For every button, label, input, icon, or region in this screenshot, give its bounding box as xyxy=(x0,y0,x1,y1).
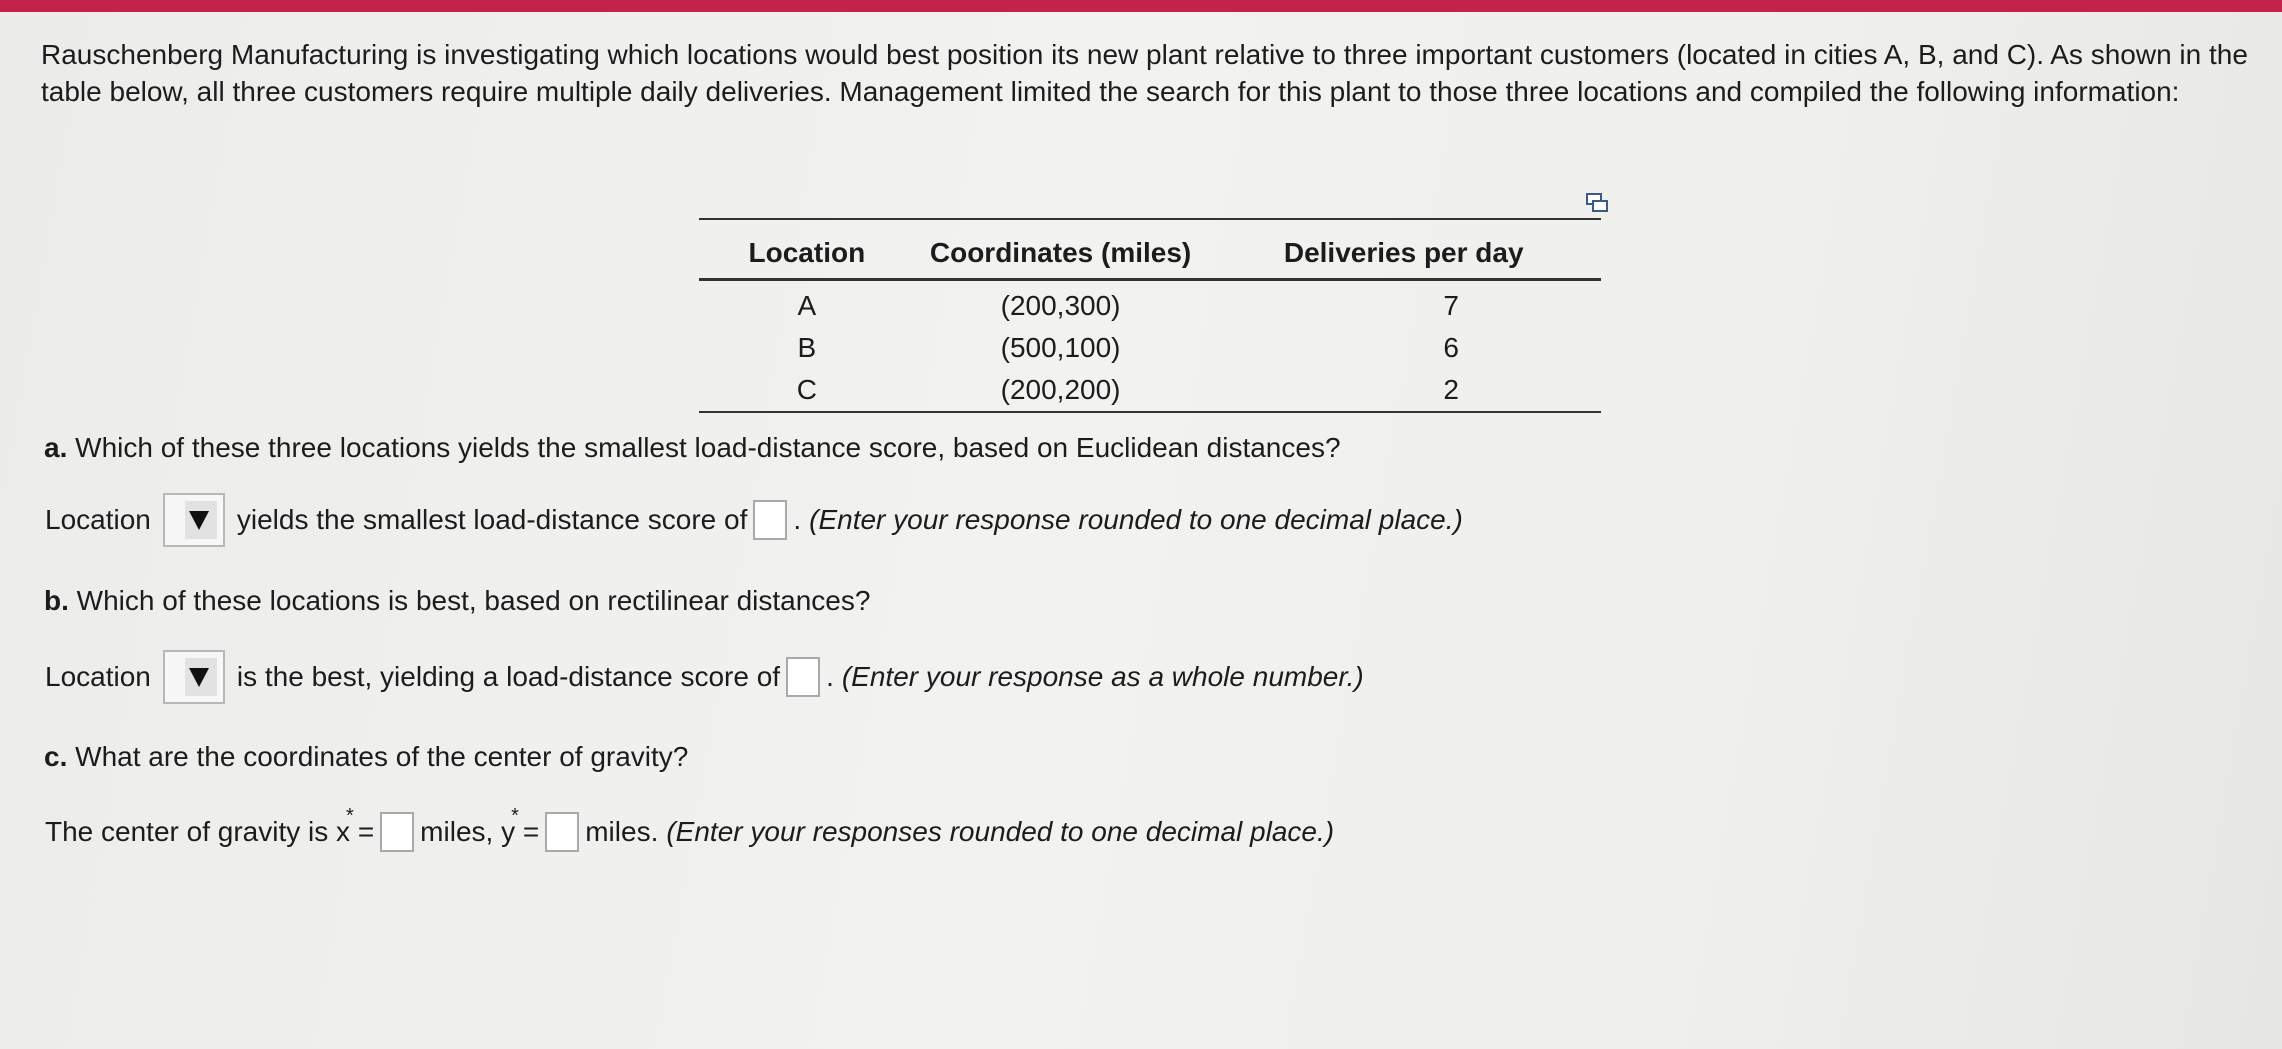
table-header-row xyxy=(699,219,1601,280)
top-accent-bar xyxy=(0,0,2282,12)
answer-a-end: . xyxy=(793,504,802,535)
cell-location: A xyxy=(797,290,817,321)
cell-coordinates: (200,200) xyxy=(915,369,1207,412)
answer-b-line xyxy=(45,650,1364,704)
question-a xyxy=(44,432,1341,464)
question-b xyxy=(44,585,870,617)
table-row xyxy=(699,280,1601,328)
x-coordinate-input[interactable] xyxy=(380,812,414,852)
answer-b-end: . xyxy=(826,661,834,692)
header-location: Location xyxy=(699,219,915,280)
x-equals: = xyxy=(357,816,375,847)
question-a-text: Which of these three locations yields the smallest load-distance score, based on Euclidean distances? xyxy=(75,432,1341,463)
y-star: * xyxy=(511,804,519,827)
y-coordinate-input[interactable] xyxy=(545,812,579,852)
question-b-prefix: b. xyxy=(44,585,69,616)
question-c-text: What are the coordinates of the center of gravity? xyxy=(75,741,689,772)
y-equals: = xyxy=(522,816,540,847)
answer-b-note: (Enter your response as a whole number.) xyxy=(841,661,1364,692)
header-coordinates: Coordinates (miles) xyxy=(915,219,1207,280)
data-table xyxy=(699,218,1601,413)
location-dropdown-a[interactable] xyxy=(163,493,225,547)
cell-location: B xyxy=(797,332,817,363)
answer-b-start: Location xyxy=(45,661,151,692)
answer-a-middle: yields the smallest load-distance score of xyxy=(236,504,748,535)
answer-c-miles-y: miles, y xyxy=(420,816,516,847)
table-row xyxy=(699,327,1601,369)
question-a-prefix: a. xyxy=(44,432,68,463)
cell-coordinates: (200,300) xyxy=(1000,290,1121,321)
triangle-down-icon xyxy=(185,658,217,696)
x-star: * xyxy=(346,804,354,827)
question-b-text: Which of these locations is best, based on rectilinear distances? xyxy=(76,585,871,616)
cell-location: C xyxy=(699,369,915,412)
answer-a-line xyxy=(45,493,1463,547)
answer-c-line xyxy=(45,804,1335,852)
answer-c-miles-end: miles. xyxy=(585,816,659,847)
location-dropdown-b[interactable] xyxy=(163,650,225,704)
question-c-prefix: c. xyxy=(44,741,68,772)
answer-b-middle: is the best, yielding a load-distance score of xyxy=(236,661,781,692)
cell-deliveries: 2 xyxy=(1206,369,1601,412)
question-c xyxy=(44,741,688,773)
table-row xyxy=(699,369,1601,412)
score-input-b[interactable] xyxy=(786,657,820,697)
cell-deliveries: 7 xyxy=(1443,290,1459,321)
cell-coordinates: (500,100) xyxy=(1000,332,1121,363)
cell-deliveries: 6 xyxy=(1443,332,1459,363)
score-input-a[interactable] xyxy=(753,500,787,540)
answer-a-note: (Enter your response rounded to one decimal place.) xyxy=(809,504,1463,535)
answer-a-start: Location xyxy=(45,504,151,535)
header-deliveries: Deliveries per day xyxy=(1206,219,1601,280)
copy-table-icon[interactable] xyxy=(1585,192,1609,214)
answer-c-note: (Enter your responses rounded to one decimal place.) xyxy=(666,816,1335,847)
triangle-down-icon xyxy=(185,501,217,539)
answer-c-start: The center of gravity is x xyxy=(45,816,351,847)
problem-intro: Rauschenberg Manufacturing is investigating which locations would best position its new plant relative to three important customers (located in cities A, B, and C). As shown in the table below, all three customers require multiple daily deliveries. Management limited the search for this plant to those three locations and compiled the following information: xyxy=(41,39,2248,107)
